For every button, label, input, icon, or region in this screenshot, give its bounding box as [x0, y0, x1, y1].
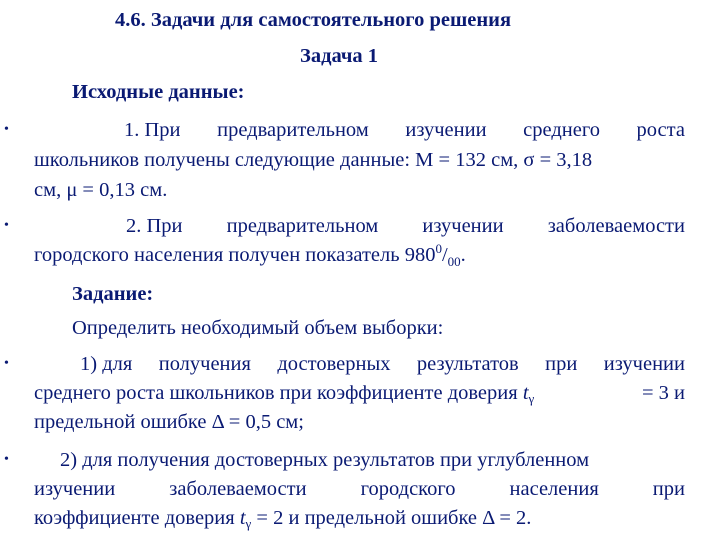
- item1-row1: 1. При предварительном изучении среднего роста: [124, 119, 685, 141]
- item3-row1: 1) для получения достоверных результатов при изучении: [80, 353, 685, 375]
- item4-row2: изучении заболеваемости городского населения при: [34, 478, 685, 500]
- item4-row3: коэффициенте доверия tγ = 2 и предельной ошибке Δ = 2.: [34, 507, 532, 531]
- item3-row2: среднего роста школьников при коэффициенте доверия tγ = 3 и: [34, 382, 685, 406]
- bullet-4: •: [4, 452, 9, 467]
- item3-row3: предельной ошибке Δ = 0,5 см;: [34, 411, 304, 433]
- task-title: Задача 1: [300, 45, 379, 67]
- task-label: Задание:: [72, 283, 154, 305]
- bullet-2: •: [4, 218, 9, 233]
- item2-row2: городского населения получен показатель $980^0/_{00}$.: [34, 241, 466, 270]
- item1-row3: см, μ = 0,13 см.: [34, 179, 168, 201]
- bullet-3: •: [4, 356, 9, 371]
- determine-text: Определить необходимый объем выборки:: [72, 317, 444, 339]
- item4-row1: 2) для получения достоверных результатов при углубленном: [60, 449, 590, 471]
- item2-row1: 2. При предварительном изучении заболеваемости: [126, 215, 685, 237]
- item1-row2: школьников получены следующие данные: М = 132 см, σ = 3,18: [34, 149, 593, 171]
- bullet-1: •: [4, 122, 9, 137]
- heading: 4.6. Задачи для самостоятельного решения: [115, 9, 512, 31]
- source-label: Исходные данные:: [72, 81, 245, 103]
